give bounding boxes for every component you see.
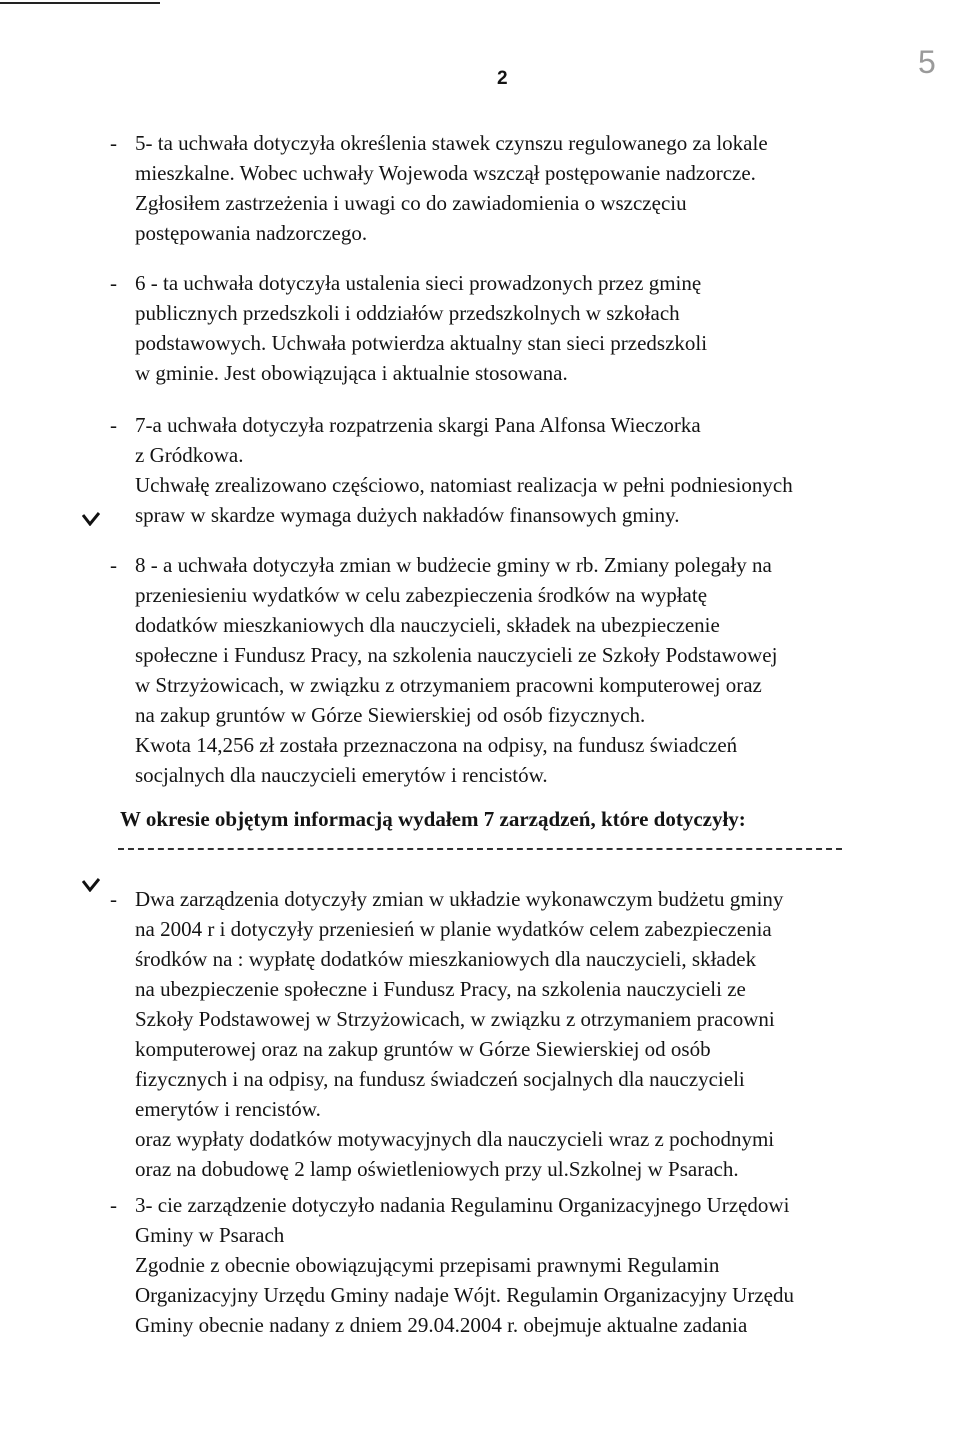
list-dash: -: [110, 553, 117, 577]
check-mark-icon: [82, 878, 100, 892]
item-line: Gminy w Psarach: [135, 1223, 285, 1247]
item-line: spraw w skardze wymaga dużych nakładów finansowych gminy.: [135, 503, 680, 527]
resolution-item-6: [110, 268, 910, 388]
list-dash: -: [110, 271, 117, 295]
item-line: - 6 - ta uchwała dotyczyła ustalenia sieci prowadzonych przez gminę: [110, 268, 910, 298]
item-line: w Strzyżowicach, w związku z otrzymaniem pracowni komputerowej oraz: [135, 673, 762, 697]
ordinance-item-3: [110, 1190, 910, 1340]
item-line: społeczne i Fundusz Pracy, na szkolenia nauczycieli ze Szkoły Podstawowej: [135, 643, 778, 667]
item-line: Organizacyjny Urzędu Gminy nadaje Wójt. Regulamin Organizacyjny Urzędu: [135, 1283, 794, 1307]
dashed-divider: [118, 848, 842, 850]
item-line: - 3- cie zarządzenie dotyczyło nadania Regulaminu Organizacyjnego Urzędowi: [110, 1190, 910, 1220]
list-dash: -: [110, 413, 117, 437]
list-dash: -: [110, 887, 117, 911]
item-line: na 2004 r i dotyczyły przeniesień w planie wydatków celem zabezpieczenia: [135, 917, 772, 941]
item-line: - Dwa zarządzenia dotyczyły zmian w układzie wykonawczym budżetu gminy: [110, 884, 910, 914]
item-line: oraz na dobudowę 2 lamp oświetleniowych przy ul.Szkolnej w Psarach.: [135, 1157, 739, 1181]
list-dash: -: [110, 1193, 117, 1217]
item-line: - 8 - a uchwała dotyczyła zmian w budżecie gminy w rb. Zmiany polegały na: [110, 550, 910, 580]
ordinance-item-1: [110, 884, 910, 1184]
item-line: mieszkalne. Wobec uchwały Wojewoda wszczął postępowanie nadzorcze.: [135, 161, 756, 185]
item-line: Gminy obecnie nadany z dniem 29.04.2004 r. obejmuje aktualne zadania: [135, 1313, 748, 1337]
item-line: postępowania nadzorczego.: [135, 221, 368, 245]
item-line: - 5- ta uchwała dotyczyła określenia stawek czynszu regulowanego za lokale: [110, 128, 910, 158]
resolution-item-7: [110, 410, 910, 530]
item-line: Szkoły Podstawowej w Strzyżowicach, w związku z otrzymaniem pracowni: [135, 1007, 775, 1031]
item-line: z Gródkowa.: [135, 443, 244, 467]
resolution-item-5: [110, 128, 910, 248]
item-line: socjalnych dla nauczycieli emerytów i rencistów.: [135, 763, 548, 787]
item-line: Uchwałę zrealizowano częściowo, natomiast realizacja w pełni podniesionych: [135, 473, 793, 497]
item-line: dodatków mieszkaniowych dla nauczycieli, składek na ubezpieczenie: [135, 613, 720, 637]
item-line: Kwota 14,256 zł została przeznaczona na odpisy, na fundusz świadczeń: [135, 733, 738, 757]
item-line: Zgłosiłem zastrzeżenia i uwagi co do zawiadomienia o wszczęciu: [135, 191, 687, 215]
item-line: na ubezpieczenie społeczne i Fundusz Pracy, na szkolenia nauczycieli ze: [135, 977, 746, 1001]
item-line: emerytów i rencistów.: [135, 1097, 321, 1121]
page-number: 2: [497, 68, 508, 89]
resolution-item-8: [110, 550, 910, 790]
list-dash: -: [110, 131, 117, 155]
item-line: przeniesieniu wydatków w celu zabezpieczenia środków na wypłatę: [135, 583, 708, 607]
item-line: - 7-a uchwała dotyczyła rozpatrzenia skargi Pana Alfonsa Wieczorka: [110, 410, 910, 440]
item-line: na zakup gruntów w Górze Siewierskiej od osób fizycznych.: [135, 703, 646, 727]
item-line: oraz wypłaty dodatków motywacyjnych dla nauczycieli wraz z pochodnymi: [135, 1127, 775, 1151]
item-line: komputerowej oraz na zakup gruntów w Górze Siewierskiej od osób: [135, 1037, 711, 1061]
section-heading: W okresie objętym informacją wydałem 7 zarządzeń, które dotyczyły:: [120, 807, 746, 831]
top-edge-rule: [0, 2, 160, 4]
handwritten-page-mark: 5: [918, 44, 936, 80]
item-line: środków na : wypłatę dodatków mieszkaniowych dla nauczycieli, składek: [135, 947, 757, 971]
item-line: publicznych przedszkoli i oddziałów przedszkolnych w szkołach: [135, 301, 680, 325]
item-line: fizycznych i na odpisy, na fundusz świadczeń socjalnych dla nauczycieli: [135, 1067, 745, 1091]
item-line: Zgodnie z obecnie obowiązującymi przepisami prawnymi Regulamin: [135, 1253, 720, 1277]
item-line: w gminie. Jest obowiązująca i aktualnie stosowana.: [135, 361, 568, 385]
item-line: podstawowych. Uchwała potwierdza aktualny stan sieci przedszkoli: [135, 331, 708, 355]
check-mark-icon: [82, 512, 100, 526]
